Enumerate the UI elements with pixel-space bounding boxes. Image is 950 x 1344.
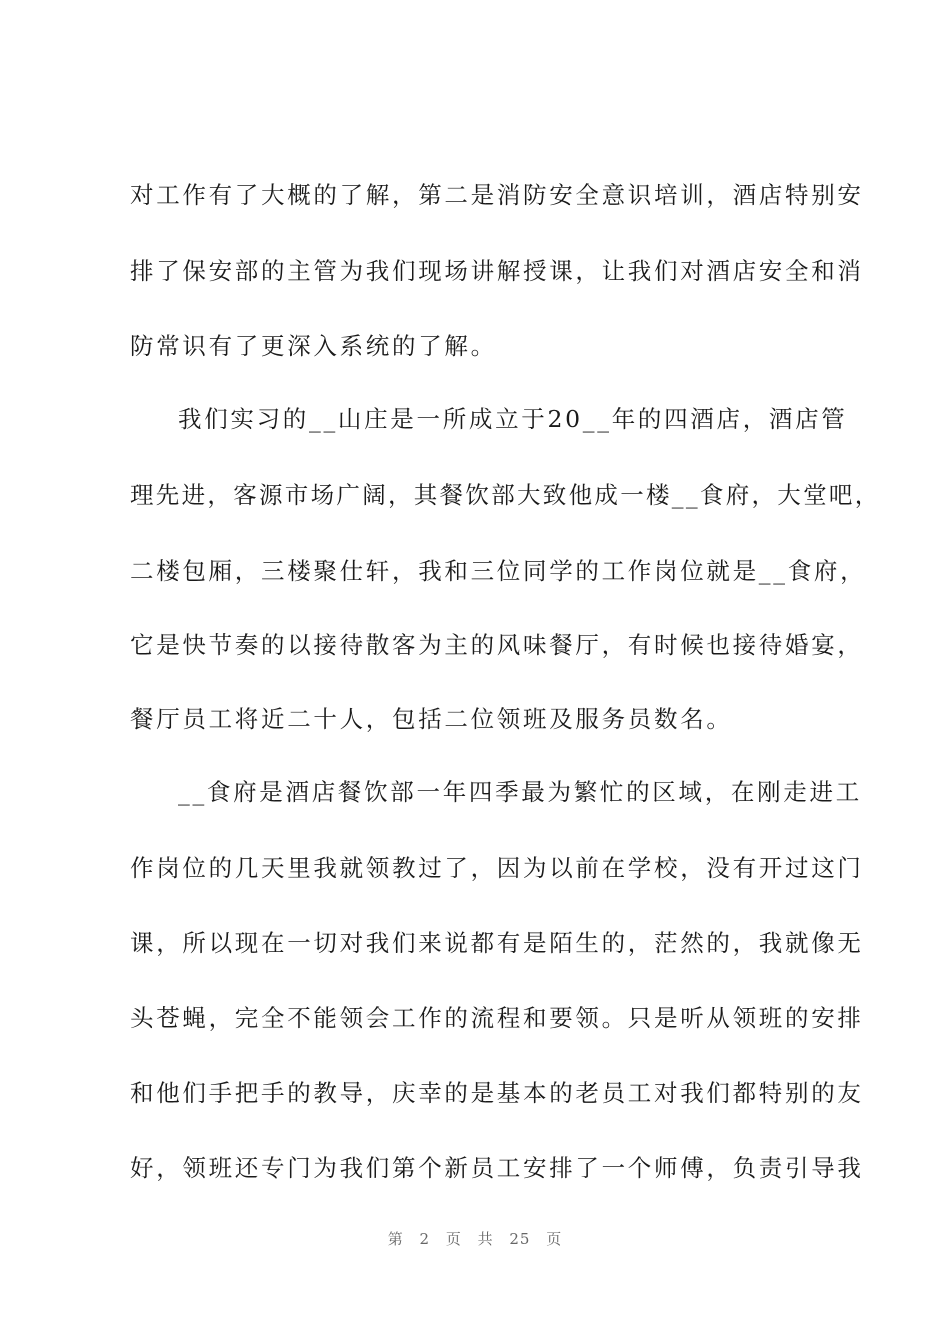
text-line: 它是快节奏的以接待散客为主的风味餐厅，有时候也接待婚宴，	[130, 631, 864, 659]
paragraph-first-line: 我们实习的__山庄是一所成立于20__年的四酒店，酒店管	[178, 405, 848, 433]
text-line: 排了保安部的主管为我们现场讲解授课，让我们对酒店安全和消	[130, 257, 864, 285]
text-line: 防常识有了更深入系统的了解。	[130, 332, 497, 360]
text-line: 二楼包厢，三楼聚仕轩，我和三位同学的工作岗位就是__食府，	[130, 557, 867, 585]
text-line: 和他们手把手的教导，庆幸的是基本的老员工对我们都特别的友	[130, 1079, 864, 1107]
page-number-footer: 第 2 页 共 25 页	[387, 1230, 563, 1248]
text-line: 餐厅员工将近二十人，包括二位领班及服务员数名。	[130, 705, 733, 733]
text-line: 课，所以现在一切对我们来说都有是陌生的，茫然的，我就像无	[130, 929, 864, 957]
text-line: 好，领班还专门为我们第个新员工安排了一个师傅，负责引导我	[130, 1154, 864, 1182]
text-line: 理先进，客源市场广阔，其餐饮部大致他成一楼__食府，大堂吧，	[130, 481, 881, 509]
text-line: 对工作有了大概的了解，第二是消防安全意识培训，酒店特别安	[130, 181, 864, 209]
text-line: 作岗位的几天里我就领教过了，因为以前在学校，没有开过这门	[130, 854, 864, 882]
text-line: 头苍蝇，完全不能领会工作的流程和要领。只是听从领班的安排	[130, 1004, 864, 1032]
paragraph-first-line: __食府是酒店餐饮部一年四季最为繁忙的区域，在刚走进工	[178, 778, 862, 806]
